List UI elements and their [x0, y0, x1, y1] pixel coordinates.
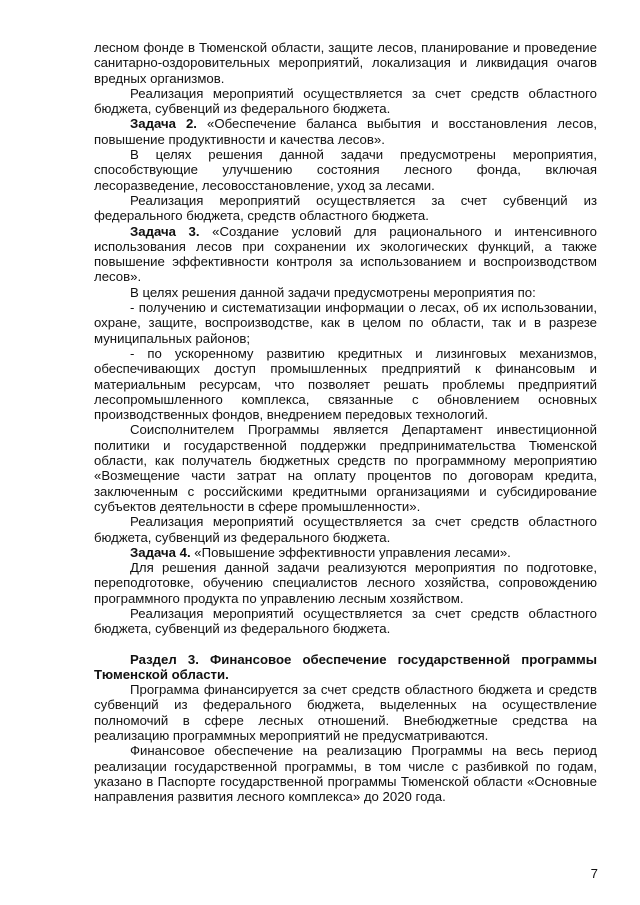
paragraph-task-3	[94, 224, 597, 285]
paragraph-program-financing: Программа финансируется за счет средств областного бюджета и средств субвенций из федерального бюджета, выделенных на осуществление полномочий в сфере лесных отношений. Внебюджетные средства на реализацию программных мероприятий не предусматриваются.	[94, 682, 597, 744]
page-number: 7	[590, 866, 598, 881]
list-item-credit-mechanisms: - по ускоренному развитию кредитных и лизинговых механизмов, обеспечивающих доступ промышленных предприятий к финансовым и материальным ресурсам, что позволяет решать проблемы предприятий лесопромышленного комплекса, связанные с обновлением основных производственных фондов, внедрением передовых технологий.	[94, 345, 597, 423]
paragraph-task-4	[94, 545, 597, 560]
paragraph-task4-measures: Для решения данной задачи реализуются мероприятия по подготовке, переподготовке, обучению специалистов лесного хозяйства, сопровождению программного продукта по управлению лесным хозяйством.	[94, 560, 597, 606]
document-body	[94, 40, 597, 805]
task-2-text: «Обеспечение баланса выбытия и восстановления лесов, повышение продуктивности и качества лесов».	[94, 116, 597, 147]
paragraph-funding-task4: Реализация мероприятий осуществляется за счет средств областного бюджета, субвенций из федерального бюджета.	[94, 605, 597, 637]
section-3-heading: Раздел 3. Финансовое обеспечение государственной программы Тюменской области.	[94, 651, 597, 682]
task-4-label: Задача 4.	[130, 544, 191, 560]
paragraph-task2-measures: В целях решения данной задачи предусмотрены мероприятия, способствующие улучшению состояния лесного фонда, включая лесоразведение, лесовосстановление, уход за лесами.	[94, 147, 597, 193]
paragraph-funding-task1: Реализация мероприятий осуществляется за счет средств областного бюджета, субвенций из федерального бюджета.	[94, 85, 597, 117]
task-2-label: Задача 2.	[130, 116, 197, 132]
task-3-label: Задача 3.	[130, 223, 200, 239]
paragraph-co-executor: Соисполнителем Программы является Департамент инвестиционной политики и государственной поддержки предпринимательства Тюменской области, как получатель бюджетных средств по программному мероприятию «Возмещение части затрат на оплату процентов по договорам кредита, заключенным с российскими кредитными организациями и субсидирование субъектов деятельности в сфере промышленности».	[94, 422, 597, 514]
paragraph-forest-protection-end: лесном фонде в Тюменской области, защите лесов, планирование и проведение санитарно-оздоровительных мероприятий, локализация и ликвидация очагов вредных организмов.	[94, 40, 597, 86]
list-item-information: - получению и систематизации информации о лесах, об их использовании, охране, защите, воспроизводстве, как в целом по области, так и в разрезе муниципальных районов;	[94, 300, 597, 346]
paragraph-funding-task3: Реализация мероприятий осуществляется за счет средств областного бюджета, субвенций из федерального бюджета.	[94, 514, 597, 545]
paragraph-financial-support: Финансовое обеспечение на реализацию Программы на весь период реализации государственной программы, в том числе с разбивкой по годам, указано в Паспорте государственной программы Тюменской области «Основные направления развития лесного комплекса» до 2020 года.	[94, 743, 597, 805]
paragraph-task3-measures-intro: В целях решения данной задачи предусмотрены мероприятия по:	[130, 284, 536, 300]
task-3-text: «Создание условий для рационального и интенсивного использования лесов при сохранении их экологических функций, а также повышение эффективности контроля за использованием и воспроизводством лесов».	[94, 223, 597, 285]
paragraph-task-2	[94, 116, 597, 147]
paragraph-funding-task2: Реализация мероприятий осуществляется за счет субвенций из федерального бюджета, средств областного бюджета.	[94, 192, 597, 224]
task-4-text: «Повышение эффективности управления лесами».	[190, 544, 511, 560]
